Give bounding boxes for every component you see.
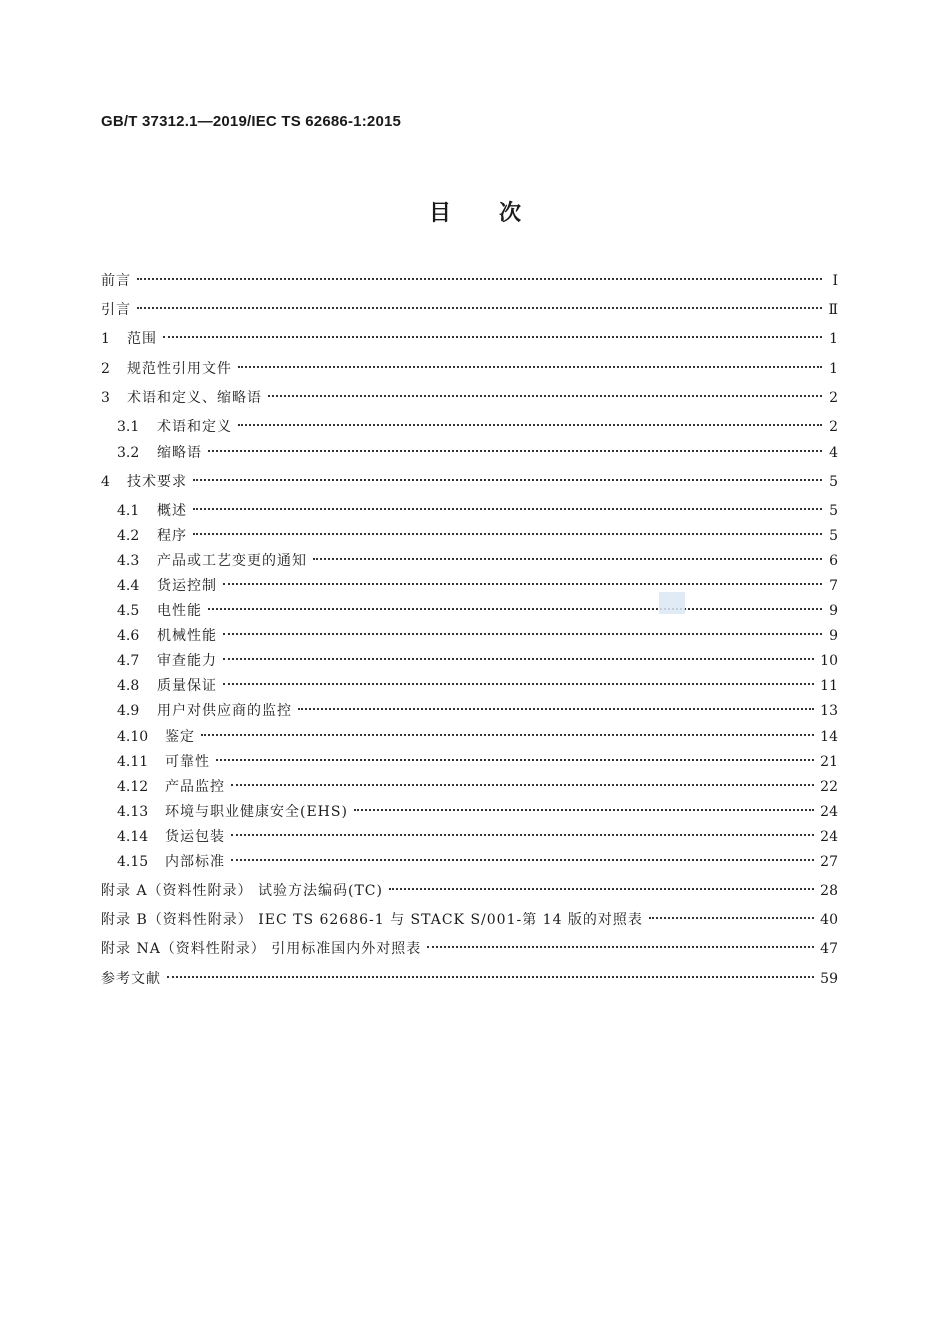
toc-entry[interactable] xyxy=(101,909,838,931)
toc-entry[interactable] xyxy=(117,500,838,522)
toc-entry[interactable] xyxy=(117,776,838,798)
toc-entry-label: 产品监控 xyxy=(165,779,225,795)
toc-entry-label: 技术要求 xyxy=(127,474,187,490)
toc-entry[interactable] xyxy=(117,826,838,848)
dot-leader xyxy=(313,558,822,560)
dot-leader xyxy=(298,708,814,710)
toc-entry-number: 3 xyxy=(101,390,110,406)
toc-entry[interactable] xyxy=(117,550,838,572)
toc-entry-label: 参考文献 xyxy=(101,971,161,987)
toc-entry[interactable] xyxy=(117,416,838,438)
dot-leader xyxy=(216,759,814,761)
toc-entry-page: 6 xyxy=(829,553,838,569)
toc-entry-label: 环境与职业健康安全(EHS) xyxy=(165,804,348,820)
toc-entry-page: 1 xyxy=(829,331,838,347)
toc-entry-number: 4.11 xyxy=(117,754,149,770)
toc-entry[interactable] xyxy=(117,600,838,622)
toc-entry-number: 4.13 xyxy=(117,804,149,820)
toc-entry-number: 4.1 xyxy=(117,503,140,519)
toc-entry[interactable] xyxy=(117,700,838,722)
dot-leader xyxy=(389,888,814,890)
toc-entry[interactable] xyxy=(117,575,838,597)
toc-entry-page: 13 xyxy=(820,703,838,719)
toc-entry-number: 4.7 xyxy=(117,653,140,669)
toc-entry-label: 缩略语 xyxy=(157,445,202,461)
toc-entry-label: 审查能力 xyxy=(157,653,217,669)
dot-leader xyxy=(208,608,822,610)
dot-leader xyxy=(427,946,814,948)
toc-entry-page: 27 xyxy=(820,854,838,870)
toc-entry-label: 附录 B（资料性附录） IEC TS 62686-1 与 STACK S/001-第 14 版的对照表 xyxy=(101,912,643,928)
toc-entry-page: 21 xyxy=(820,754,838,770)
dot-leader xyxy=(231,834,814,836)
toc-entry-page: 24 xyxy=(820,829,838,845)
dot-leader xyxy=(163,336,822,338)
toc-entry-number: 4.2 xyxy=(117,528,140,544)
watermark-stamp xyxy=(659,592,685,614)
toc-entry[interactable] xyxy=(101,968,838,990)
toc-entry[interactable] xyxy=(117,851,838,873)
dot-leader xyxy=(193,508,822,510)
toc-entry-number: 4.8 xyxy=(117,678,140,694)
toc-entry[interactable] xyxy=(117,751,838,773)
toc-entry-number: 4.5 xyxy=(117,603,140,619)
toc-entry-number: 4 xyxy=(101,474,110,490)
toc-entry-page: 2 xyxy=(829,390,838,406)
toc-entry-page: 1 xyxy=(829,361,838,377)
dot-leader xyxy=(167,976,814,978)
toc-entry-label: 附录 NA（资料性附录） 引用标准国内外对照表 xyxy=(101,941,422,957)
toc-entry-label: 用户对供应商的监控 xyxy=(157,703,292,719)
toc-entry-label: 范围 xyxy=(127,331,157,347)
dot-leader xyxy=(193,479,822,481)
dot-leader xyxy=(137,278,822,280)
toc-entry-page: 40 xyxy=(820,912,838,928)
toc-entry[interactable] xyxy=(101,358,838,380)
toc-entry-label: 概述 xyxy=(157,503,187,519)
toc-entry-label: 引言 xyxy=(101,302,131,318)
toc-entry-page: 11 xyxy=(820,678,838,694)
dot-leader xyxy=(201,734,814,736)
standard-code: GB/T 37312.1—2019/IEC TS 62686-1:2015 xyxy=(101,113,402,130)
toc-entry-page: 7 xyxy=(829,578,838,594)
toc-entry-label: 内部标准 xyxy=(165,854,225,870)
toc-entry-page: 24 xyxy=(820,804,838,820)
dot-leader xyxy=(223,683,814,685)
dot-leader xyxy=(649,917,814,919)
toc-entry-number: 4.3 xyxy=(117,553,140,569)
toc-entry-label: 机械性能 xyxy=(157,628,217,644)
toc-entry[interactable] xyxy=(117,650,838,672)
dot-leader xyxy=(238,424,822,426)
toc-entry-label: 附录 A（资料性附录） 试验方法编码(TC) xyxy=(101,883,383,899)
dot-leader xyxy=(238,366,822,368)
toc-entry-number: 4.4 xyxy=(117,578,140,594)
dot-leader xyxy=(193,533,822,535)
toc-entry-page: 2 xyxy=(829,419,838,435)
dot-leader xyxy=(231,859,814,861)
toc-entry-page: 28 xyxy=(820,883,838,899)
toc-entry[interactable] xyxy=(117,675,838,697)
toc-entry-label: 前言 xyxy=(101,273,131,289)
dot-leader xyxy=(268,395,822,397)
toc-entry-number: 4.9 xyxy=(117,703,140,719)
toc-entry-number: 4.6 xyxy=(117,628,140,644)
toc-entry-label: 质量保证 xyxy=(157,678,217,694)
toc-entry-page: 4 xyxy=(829,445,838,461)
toc-entry-page: 59 xyxy=(820,971,838,987)
toc-entry-number: 4.15 xyxy=(117,854,149,870)
toc-entry[interactable] xyxy=(117,525,838,547)
toc-entry-label: 鉴定 xyxy=(165,729,195,745)
toc-entry-label: 产品或工艺变更的通知 xyxy=(157,553,307,569)
toc-entry-number: 3.2 xyxy=(117,445,140,461)
toc-entry-label: 规范性引用文件 xyxy=(127,361,232,377)
toc-entry[interactable] xyxy=(101,387,838,409)
dot-leader xyxy=(223,633,822,635)
toc-entry-label: 可靠性 xyxy=(165,754,210,770)
toc-entry-number: 4.12 xyxy=(117,779,149,795)
toc-entry[interactable] xyxy=(101,880,838,902)
toc-entry-number: 4.14 xyxy=(117,829,149,845)
toc-entry[interactable] xyxy=(101,938,838,960)
toc-entry[interactable] xyxy=(101,270,838,292)
toc-entry[interactable] xyxy=(117,726,838,748)
toc-entry-label: 电性能 xyxy=(157,603,202,619)
toc-entry-page: 9 xyxy=(829,603,838,619)
toc-entry-page: 5 xyxy=(829,474,838,490)
dot-leader xyxy=(354,809,814,811)
dot-leader xyxy=(231,784,814,786)
toc-entry-page: 47 xyxy=(820,941,838,957)
toc-entry-page: 5 xyxy=(829,503,838,519)
dot-leader xyxy=(137,307,822,309)
dot-leader xyxy=(208,450,822,452)
toc-entry-number: 1 xyxy=(101,331,110,347)
toc-entry-number: 3.1 xyxy=(117,419,140,435)
toc-entry-number: 4.10 xyxy=(117,729,149,745)
dot-leader xyxy=(223,658,814,660)
toc-entry-page: 5 xyxy=(829,528,838,544)
page-title: 目次 xyxy=(428,201,569,226)
toc-entry[interactable] xyxy=(101,299,838,321)
toc-entry-label: 术语和定义、缩略语 xyxy=(127,390,262,406)
toc-entry[interactable] xyxy=(117,801,838,823)
toc-entry-page: 9 xyxy=(829,628,838,644)
toc-entry-label: 货运包装 xyxy=(165,829,225,845)
toc-entry[interactable] xyxy=(117,442,838,464)
toc-entry-page: Ⅱ xyxy=(828,302,838,318)
toc-entry-page: Ⅰ xyxy=(832,273,838,289)
toc-entry-label: 货运控制 xyxy=(157,578,217,594)
toc-entry[interactable] xyxy=(101,328,838,350)
toc-entry-label: 程序 xyxy=(157,528,187,544)
toc-entry-page: 10 xyxy=(820,653,838,669)
toc-entry-page: 14 xyxy=(820,729,838,745)
toc-entry-number: 2 xyxy=(101,361,110,377)
toc-entry-page: 22 xyxy=(820,779,838,795)
toc-entry[interactable] xyxy=(117,625,838,647)
toc-entry-label: 术语和定义 xyxy=(157,419,232,435)
dot-leader xyxy=(223,583,822,585)
toc-entry[interactable] xyxy=(101,471,838,493)
